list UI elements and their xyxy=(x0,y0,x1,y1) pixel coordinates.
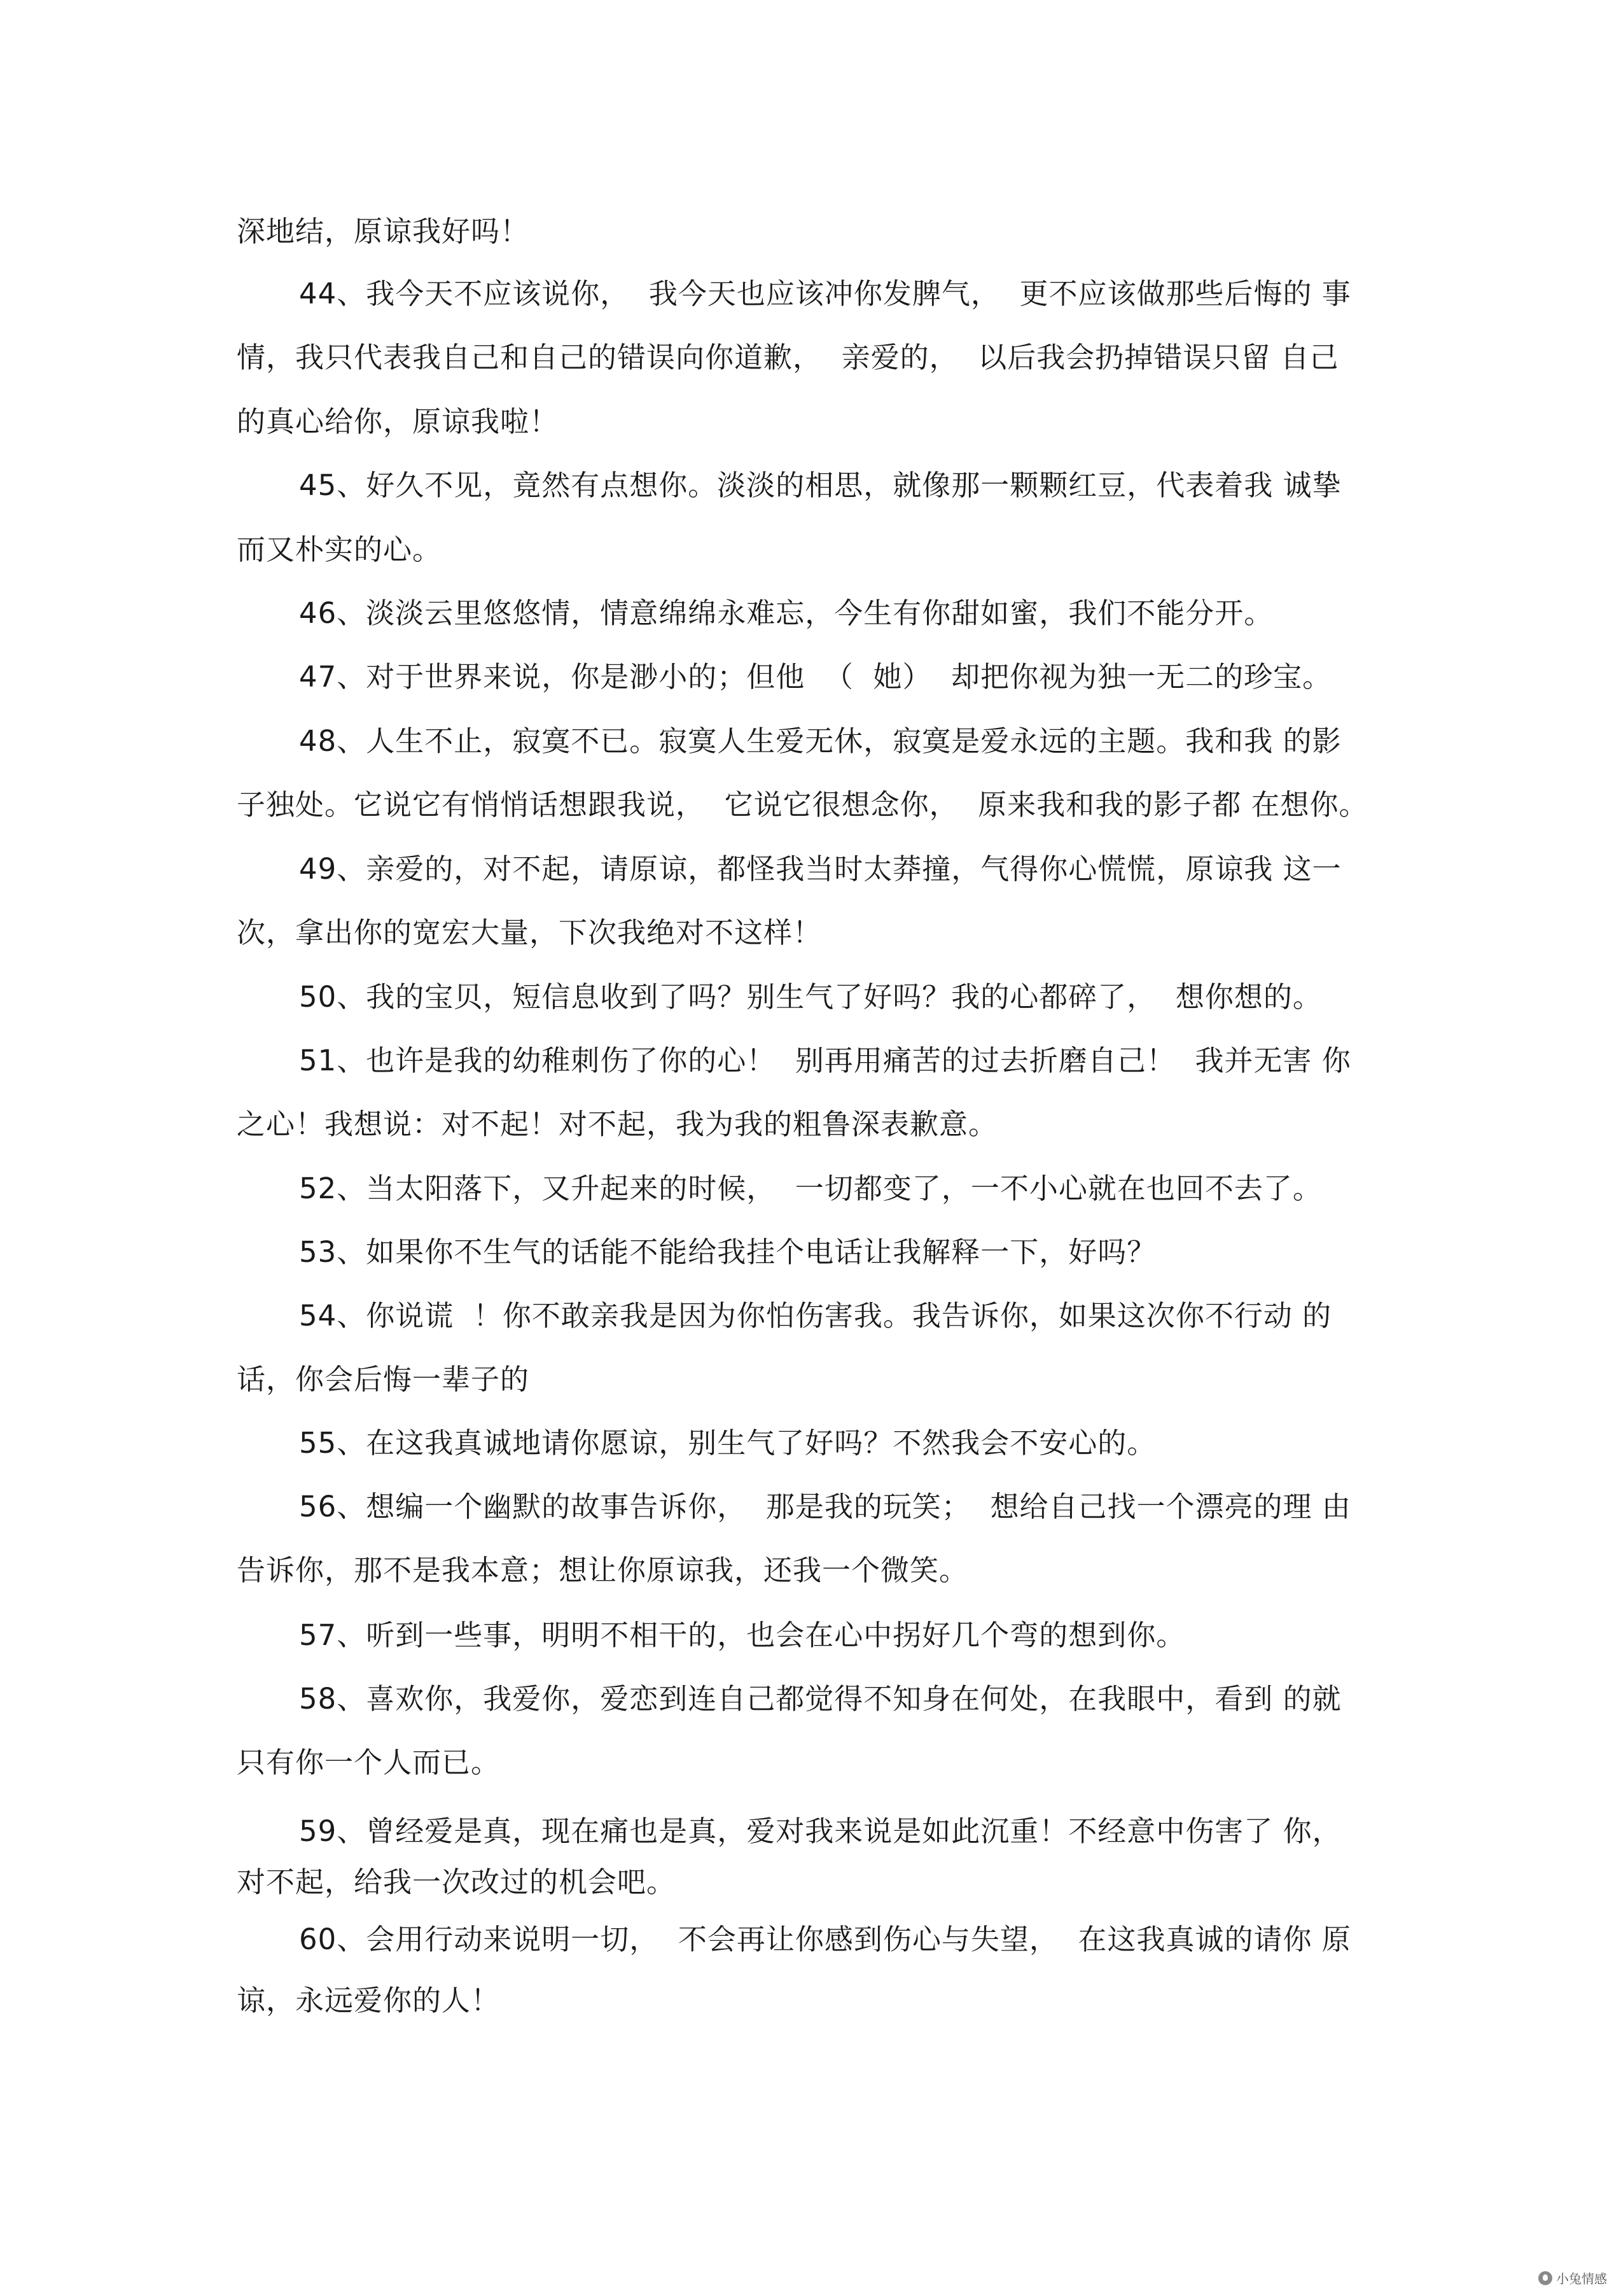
text-line: 45、好久不见，竟然有点想你。淡淡的相思，就像那一颗颗红豆，代表着我 诚挚 xyxy=(299,468,1342,502)
text-line: 58、喜欢你，我爱你，爱恋到连自己都觉得不知身在何处，在我眼中，看到 的就 xyxy=(299,1682,1342,1716)
text-line: 52、当太阳落下，又升起来的时候， 一切都变了，一不小心就在也回不去了。 xyxy=(299,1172,1322,1205)
text-line: 之心！我想说：对不起！对不起，我为我的粗鲁深表歉意。 xyxy=(237,1107,998,1141)
text-line: 深地结，原谅我好吗！ xyxy=(237,214,530,248)
text-line: 子独处。它说它有悄悄话想跟我说， 它说它很想念你， 原来我和我的影子都 在想你。 xyxy=(237,788,1368,822)
text-line: 谅，永远爱你的人！ xyxy=(237,1984,501,2017)
text-line: 的真心给你，原谅我啦！ xyxy=(237,405,559,438)
text-line: 51、也许是我的幼稚刺伤了你的心！ 别再用痛苦的过去折磨自己！ 我并无害 你 xyxy=(299,1044,1351,1077)
text-line: 49、亲爱的，对不起，请原谅，都怪我当时太莽撞，气得你心慌慌，原谅我 这一 xyxy=(299,852,1342,886)
text-line: 47、对于世界来说，你是渺小的；但他 （ 她） 却把你视为独一无二的珍宝。 xyxy=(299,660,1332,694)
text-line: 53、如果你不生气的话能不能给我挂个电话让我解释一下，好吗？ xyxy=(299,1235,1157,1269)
watermark-text: 小兔情感 xyxy=(1556,2271,1607,2286)
rabbit-logo-icon xyxy=(1538,2271,1552,2285)
text-line: 44、我今天不应该说你， 我今天也应该冲你发脾气， 更不应该做那些后悔的 事 xyxy=(299,277,1351,311)
text-line: 话，你会后悔一辈子的 xyxy=(237,1362,530,1396)
text-line: 次，拿出你的宽宏大量，下次我绝对不这样！ xyxy=(237,916,823,949)
text-line: 59、曾经爱是真，现在痛也是真，爱对我来说是如此沉重！不经意中伤害了 你， xyxy=(299,1814,1342,1848)
text-line: 46、淡淡云里悠悠情，情意绵绵永难忘，今生有你甜如蜜，我们不能分开。 xyxy=(299,596,1274,630)
text-line: 而又朴实的心。 xyxy=(237,533,442,566)
watermark xyxy=(1538,2269,1607,2287)
text-line: 告诉你，那不是我本意；想让你原谅我，还我一个微笑。 xyxy=(237,1553,969,1587)
text-line: 对不起，给我一次改过的机会吧。 xyxy=(237,1865,676,1899)
text-line: 56、想编一个幽默的故事告诉你， 那是我的玩笑； 想给自己找一个漂亮的理 由 xyxy=(299,1490,1351,1523)
text-line: 57、听到一些事，明明不相干的，也会在心中拐好几个弯的想到你。 xyxy=(299,1618,1186,1652)
text-line: 情，我只代表我自己和自己的错误向你道歉， 亲爱的， 以后我会扔掉错误只留 自己 xyxy=(237,340,1339,374)
text-line: 50、我的宝贝，短信息收到了吗？别生气了好吗？我的心都碎了， 想你想的。 xyxy=(299,980,1322,1014)
text-line: 55、在这我真诚地请你愿谅，别生气了好吗？不然我会不安心的。 xyxy=(299,1426,1157,1460)
text-line: 48、人生不止，寂寞不已。寂寞人生爱无休，寂寞是爱永远的主题。我和我 的影 xyxy=(299,724,1342,758)
text-line: 60、会用行动来说明一切， 不会再让你感到伤心与失望， 在这我真诚的请你 原 xyxy=(299,1922,1351,1956)
text-line: 只有你一个人而已。 xyxy=(237,1746,501,1779)
text-line: 54、你说谎 ！你不敢亲我是因为你怕伤害我。我告诉你，如果这次你不行动 的 xyxy=(299,1299,1332,1333)
